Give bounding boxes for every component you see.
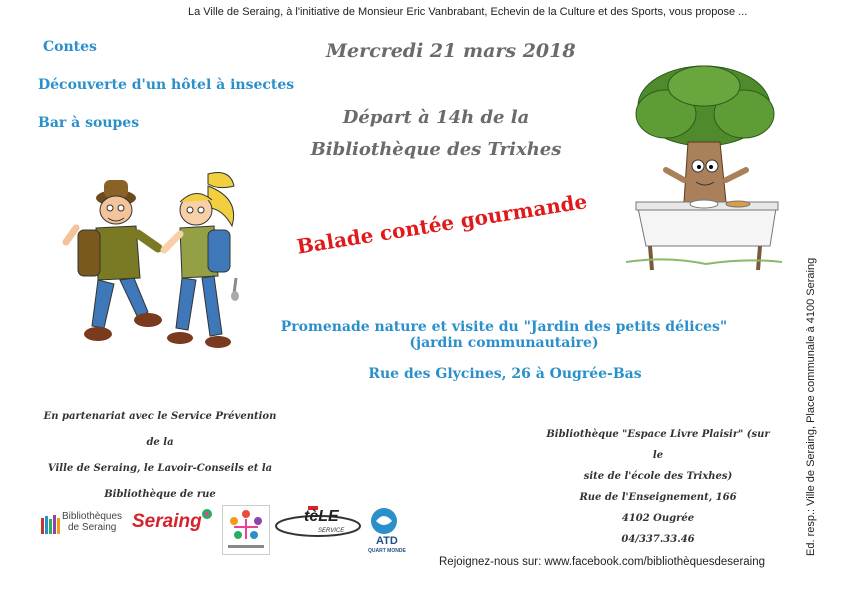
departure-line-1: Départ à 14h de la — [342, 107, 530, 128]
prevention-logo — [222, 505, 270, 555]
hikers-illustration — [58, 168, 250, 368]
atd-quart-monde-logo — [366, 505, 412, 555]
activity-contes: Contes — [43, 39, 97, 55]
seraing-logo — [132, 507, 218, 541]
atd-logo-text: ATD — [376, 535, 398, 547]
tele-service-logo — [274, 504, 364, 542]
partners-line-1: En partenariat avec le Service Prévention de la — [43, 411, 277, 448]
event-address: Rue des Glycines, 26 à Ougrée-Bas — [368, 366, 642, 382]
departure-info — [310, 102, 562, 166]
facebook-link[interactable]: Rejoignez-nous sur: www.facebook.com/bibliothèquesdeseraing — [439, 556, 766, 568]
activity-hotel-insectes: Découverte d'un hôtel à insectes — [38, 77, 295, 93]
event-date: Mercredi 21 mars 2018 — [326, 40, 576, 62]
library-line-2: site de l'école des Trixhes) — [583, 471, 733, 482]
promenade-info — [262, 319, 746, 351]
library-line-3: Rue de l'Enseignement, 166 — [579, 492, 737, 503]
intro-text: La Ville de Seraing, à l'initiative de Monsieur Eric Vanbrabant, Echevin de la Culture et des Sports, vous propose ... — [188, 6, 748, 18]
tele-logo-text: tèLE — [304, 508, 339, 525]
event-title: Balade contée gourmande — [295, 189, 589, 259]
books-icon — [40, 512, 62, 536]
bibliotheques-logo-line-2: de Seraing — [68, 522, 117, 533]
atd-circle-icon — [366, 505, 412, 535]
library-line-1: Bibliothèque "Espace Livre Plaisir" (sur le — [546, 429, 770, 461]
flower-icon — [200, 507, 214, 521]
library-phone: 04/337.33.46 — [621, 534, 695, 545]
publisher-info: Ed. resp.: Ville de Seraing, Place communale à 4100 Seraing — [805, 257, 817, 556]
bibliotheques-logo-line-1: Bibliothèques — [62, 511, 123, 522]
partners-text — [40, 404, 280, 508]
library-line-4: 4102 Ougrée — [621, 513, 695, 524]
tree-picnic-illustration — [626, 62, 782, 272]
atd-logo-sub: QUART MONDE — [368, 548, 406, 554]
tele-logo-sub: SERVICE — [318, 528, 345, 534]
promenade-line-2: (jardin communautaire) — [409, 335, 599, 351]
partners-line-2: Ville de Seraing, le Lavoir-Conseils et la — [47, 463, 273, 474]
partners-line-3: Bibliothèque de rue — [104, 489, 216, 500]
seraing-logo-text: Seraing — [132, 511, 202, 532]
activity-bar-soupes: Bar à soupes — [38, 115, 140, 131]
departure-line-2: Bibliothèque des Trixhes — [310, 139, 562, 160]
promenade-line-1: Promenade nature et visite du "Jardin des petits délices" — [280, 319, 728, 335]
bibliotheques-logo — [40, 508, 126, 540]
library-info — [540, 424, 776, 550]
prevention-people-icon — [222, 505, 270, 555]
